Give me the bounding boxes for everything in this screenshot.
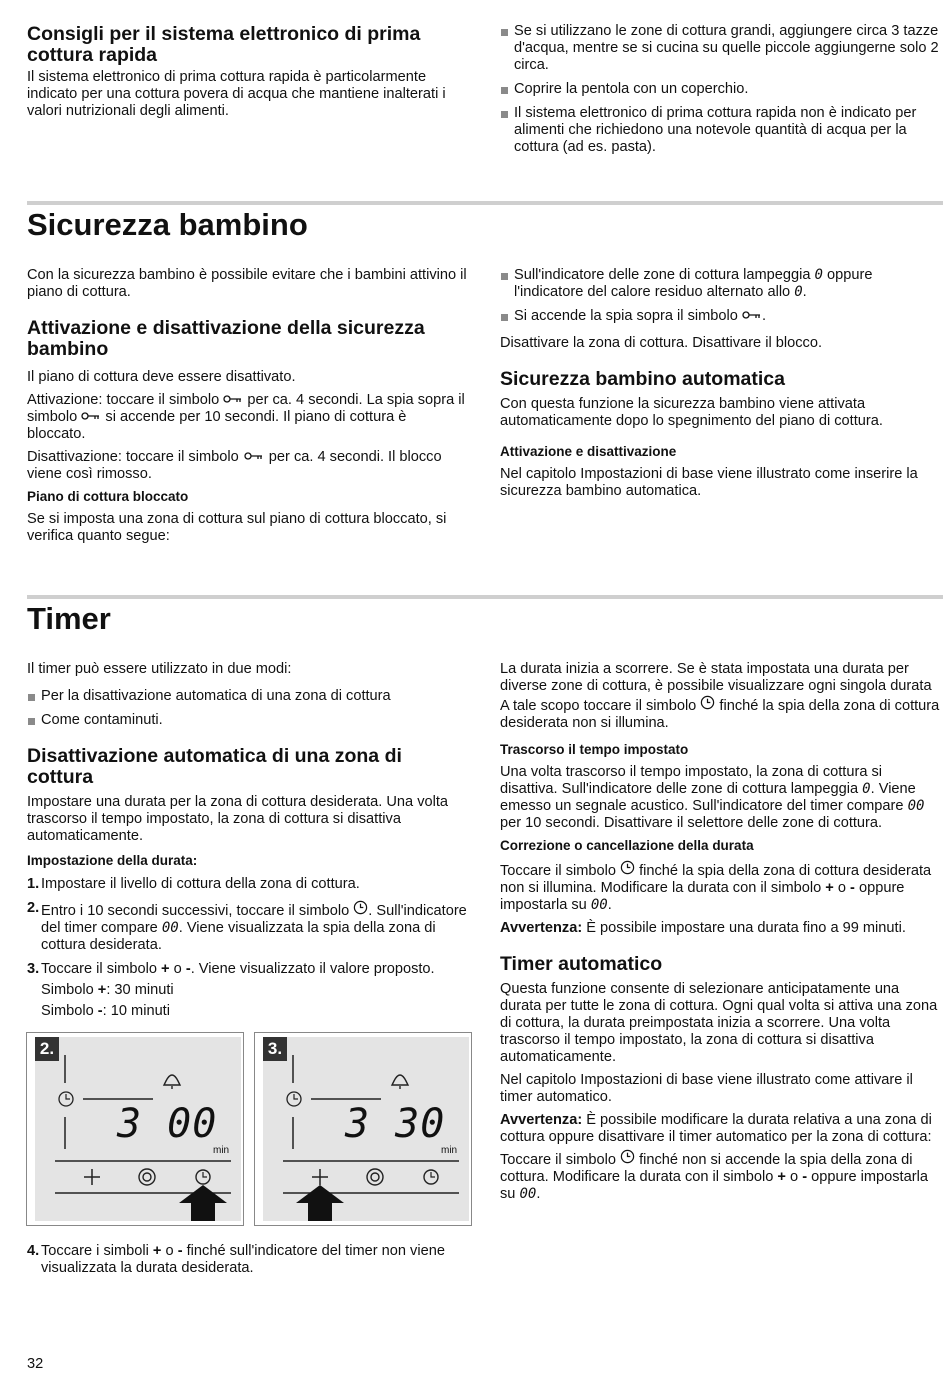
locked-hob-title: Piano di cottura bloccato	[27, 489, 189, 504]
text-run: finché la spia della zona di cottura desiderata non si illumina. Modificare la durata con il simbolo	[500, 863, 932, 896]
text-run: Una volta trascorso il tempo impostato, la zona di cottura si disattiva. Sull'indicatore delle zone di cottura lampeggia	[500, 764, 883, 797]
text-run: .	[536, 1186, 541, 1202]
elapsed-title: Trascorso il tempo impostato	[500, 742, 689, 757]
minus-symbol: -	[802, 1169, 808, 1185]
paragraph: Impostare una durata per la zona di cottura desiderata. Una volta trascorso il tempo impostato, la zona di cottura si disattiva automaticamente.	[27, 794, 449, 844]
segment-digits: 00	[519, 1186, 537, 1202]
auto-child-lock-sub: Attivazione e disattivazione	[500, 444, 677, 459]
paragraph	[500, 764, 940, 832]
set-duration-title: Impostazione della durata:	[27, 853, 198, 868]
paragraph	[27, 392, 467, 443]
step-number: 3.	[27, 961, 40, 977]
text-run: È possibile modificare la durata relativa a una zona di cottura oppure disattivare il timer automatico per la zona di cottura:	[500, 1112, 932, 1145]
list-item: Per la disattivazione automatica di una zona di cottura	[27, 688, 467, 705]
step-number: 4.	[27, 1243, 40, 1259]
text-run: Toccare il simbolo	[500, 863, 621, 879]
text-run: Simbolo	[41, 982, 98, 998]
text-run: . Viene emesso un segnale acustico. Sull'indicatore del timer compare	[500, 781, 916, 814]
timer-display: 3 30	[345, 1101, 446, 1147]
text-run: per ca. 4 secondi. La spia sopra il simbolo	[27, 392, 465, 425]
auto-off-title: Disattivazione automatica di una zona di cottura	[27, 745, 402, 788]
locked-hob-text: Se si imposta una zona di cottura sul piano di cottura bloccato, si verifica quanto segue:	[27, 511, 447, 544]
list-item: Coprire la pentola con un coperchio.	[500, 81, 940, 98]
minus-symbol: -	[185, 961, 191, 977]
key-icon	[81, 409, 101, 425]
minus-symbol: -	[850, 880, 855, 896]
child-lock-right	[500, 267, 940, 500]
control-panel-illustration-step2	[26, 1032, 244, 1226]
segment-digit: 0	[862, 781, 871, 797]
plus-symbol: +	[825, 880, 834, 896]
key-icon	[243, 449, 265, 465]
plus-symbol: +	[152, 1243, 162, 1259]
note-label: Avvertenza:	[500, 920, 583, 936]
text-run: Disattivazione: toccare il simbolo	[27, 449, 243, 465]
timer-right	[500, 661, 940, 1203]
segment-digit: 0	[794, 284, 803, 300]
text-run: . Viene visualizzato il valore proposto.	[190, 961, 435, 977]
clock-icon	[353, 903, 368, 919]
text-run: Entro i 10 secondi successivi, toccare il simbolo	[41, 903, 354, 919]
correction-title: Correzione o cancellazione della durata	[500, 838, 754, 853]
paragraph: Con questa funzione la sicurezza bambino viene attivata automaticamente dopo lo spegnimento del piano di cottura.	[500, 396, 883, 429]
plus-value-line	[41, 982, 467, 999]
step-2	[27, 900, 467, 954]
text-run: Toccare i simboli	[41, 1243, 153, 1259]
timer-heading: Timer	[27, 601, 111, 636]
text-run: .	[802, 284, 807, 300]
fast-cook-tips-left	[27, 24, 467, 120]
auto-timer-title: Timer automatico	[500, 953, 663, 975]
text-run: Toccare il simbolo	[500, 1152, 621, 1168]
text-run: oppure l'indicatore del calore residuo alternato allo	[514, 267, 873, 300]
fast-cook-tips-right	[500, 23, 940, 156]
clock-icon	[620, 863, 635, 879]
segment-digits: 00	[161, 920, 179, 936]
text-run: .	[607, 897, 612, 913]
note-label: Avvertenza:	[500, 1112, 583, 1128]
text-run: Toccare il simbolo	[41, 961, 162, 977]
text-run: Si accende la spia sopra il simbolo	[514, 308, 742, 324]
paragraph	[500, 661, 940, 732]
text-run: Simbolo	[41, 1003, 98, 1019]
list-item	[500, 308, 940, 325]
text-run: : 30 minuti	[106, 982, 174, 998]
timer-display: 3 00	[117, 1101, 218, 1147]
step-number: 1.	[27, 876, 40, 892]
text-run: Impostare il livello di cottura della zona di cottura.	[41, 876, 360, 892]
timer-left	[27, 661, 467, 1020]
step-1	[27, 876, 467, 893]
paragraph: Il piano di cottura deve essere disattivato.	[27, 369, 296, 385]
text-run: .	[761, 308, 767, 324]
plus-symbol: +	[97, 982, 107, 998]
step-number: 2.	[27, 900, 40, 916]
text-run: . Viene visualizzata la spia della zona di cottura desiderata.	[41, 920, 436, 953]
paragraph	[27, 449, 467, 483]
text-run: Attivazione: toccare il simbolo	[27, 392, 224, 408]
section-divider	[27, 201, 943, 205]
text-run: per ca. 4 secondi. Il blocco viene così rimosso.	[27, 449, 442, 482]
child-lock-activation-title: Attivazione e disattivazione della sicurezza bambino	[27, 317, 425, 360]
paragraph	[500, 860, 940, 914]
text-run: per 10 secondi. Disattivare il selettore delle zone di cottura.	[500, 815, 883, 831]
text-run: . Sull'indicatore del timer compare	[41, 903, 467, 936]
segment-digit: 0	[814, 267, 823, 283]
text-run: finché sull'indicatore del timer non viene visualizzata la durata desiderata.	[41, 1243, 445, 1276]
paragraph: Il timer può essere utilizzato in due modi:	[27, 661, 292, 677]
key-icon	[223, 392, 243, 408]
text-run: Sull'indicatore delle zone di cottura lampeggia	[514, 267, 815, 283]
minus-symbol: -	[177, 1243, 183, 1259]
paragraph: Nel capitolo Impostazioni di base viene illustrato come inserire la sicurezza bambino automatica.	[500, 466, 918, 499]
text-run: : 10 minuti	[102, 1003, 170, 1019]
minus-symbol: -	[97, 1003, 103, 1019]
list-item	[500, 267, 940, 301]
fast-cook-title: Consigli per il sistema elettronico di prima cottura rapida	[27, 23, 421, 66]
text-run: si accende per 10 secondi. Il piano di cottura è bloccato.	[27, 409, 407, 442]
minus-value-line	[41, 1003, 467, 1020]
plus-symbol: +	[161, 961, 170, 977]
step-4	[27, 1243, 467, 1277]
page-number: 32	[27, 1356, 44, 1372]
child-lock-left	[27, 267, 467, 545]
step-3	[27, 961, 467, 1020]
plus-symbol: +	[777, 1169, 786, 1185]
panel-surface	[35, 1037, 241, 1221]
step-badge: 3.	[263, 1037, 287, 1061]
text-run: oppure impostarla su	[500, 1169, 928, 1202]
section-divider	[27, 595, 943, 599]
list-item: Il sistema elettronico di prima cottura rapida non è indicato per alimenti che richiedono una notevole quantità di acqua per la cottura (ad es. pasta).	[500, 105, 940, 156]
text-run: finché non si accende la spia della zona di cottura. Modificare la durata con il simbolo	[500, 1152, 913, 1185]
step-4-wrap	[27, 1243, 467, 1277]
text-run: o	[833, 880, 851, 896]
unit-label: min	[441, 1145, 458, 1156]
note-paragraph	[500, 1112, 940, 1146]
paragraph	[500, 1149, 940, 1203]
text-run: o	[169, 961, 186, 977]
text-run: La durata inizia a scorrere. Se è stata impostata una durata per diverse zone di cottura, è possibile visualizzare ogni singola durata A tale scopo toccare il simbolo	[500, 661, 932, 714]
clock-icon	[620, 1152, 635, 1168]
text-run: o	[785, 1169, 803, 1185]
child-lock-heading: Sicurezza bambino	[27, 207, 308, 242]
paragraph: Disattivare la zona di cottura. Disattivare il blocco.	[500, 335, 823, 351]
control-panel-illustration-step3	[254, 1032, 472, 1226]
note-paragraph	[500, 920, 940, 937]
text-run: finché la spia della zona di cottura desiderata non si illumina.	[500, 698, 940, 731]
paragraph: Nel capitolo Impostazioni di base viene illustrato come attivare il timer automatico.	[500, 1072, 913, 1105]
unit-label: min	[213, 1145, 230, 1156]
text-run: o	[161, 1243, 178, 1259]
segment-digits: 00	[590, 897, 608, 913]
fast-cook-text: Il sistema elettronico di prima cottura rapida è particolarmente indicato per una cottura povera di acqua che mantiene inalterati i valori nutrizionali degli alimenti.	[27, 69, 446, 119]
auto-child-lock-title: Sicurezza bambino automatica	[500, 368, 785, 390]
panel-surface	[263, 1037, 469, 1221]
key-icon	[742, 308, 762, 324]
text-run: oppure impostarla su	[500, 880, 905, 913]
child-lock-intro: Con la sicurezza bambino è possibile evitare che i bambini attivino il piano di cottura.	[27, 267, 467, 300]
paragraph: Questa funzione consente di selezionare anticipatamente una durata per tutte le zona di cottura. Ogni qual volta si attiva una zona di cottura, la durata preimpostata inizia a scorrere. Una volta trascorso il tempo impostato, la zona di cottura si disattiva automaticamente.	[500, 981, 938, 1065]
list-item: Come contaminuti.	[27, 712, 467, 729]
list-item: Se si utilizzano le zone di cottura grandi, aggiungere circa 3 tazze d'acqua, mentre se si cucina su quelle piccole aggiungerne solo 2 circa.	[500, 23, 940, 74]
text-run: È possibile impostare una durata fino a 99 minuti.	[582, 920, 906, 936]
segment-digits: 00	[907, 798, 925, 814]
clock-icon	[700, 698, 715, 714]
step-badge: 2.	[35, 1037, 59, 1061]
